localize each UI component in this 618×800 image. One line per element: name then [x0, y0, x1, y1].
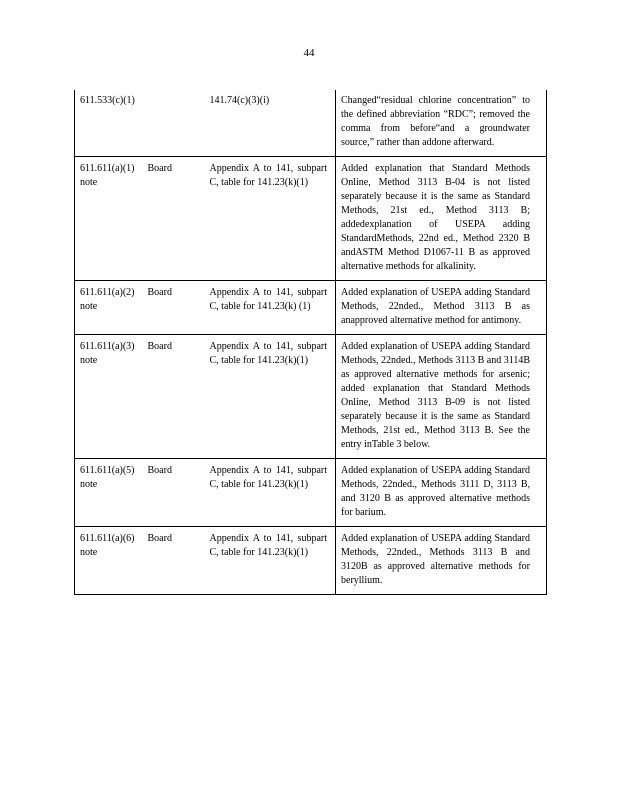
- source-cell: Appendix A to 141, subpart C, table for 141.23(k) (1): [205, 281, 336, 335]
- amendments-table: [74, 90, 547, 595]
- doc-cell: Board: [143, 459, 205, 527]
- table-row: [75, 527, 547, 595]
- page-number: 44: [303, 47, 315, 59]
- section-cell: 611.611(a)(1) note: [75, 157, 143, 281]
- source-cell: Appendix A to 141, subpart C, table for 141.23(k)(1): [205, 335, 336, 459]
- explanation-cell: Added explanation of USEPA adding Standard Methods, 22nded., Methods 3111 D, 3113 B, and 3120 B as approved alternative methods for barium.: [336, 459, 547, 527]
- source-cell: Appendix A to 141, subpart C, table for 141.23(k)(1): [205, 459, 336, 527]
- table-row: [75, 90, 547, 157]
- section-cell: 611.533(c)(1): [75, 90, 143, 157]
- table-row: [75, 459, 547, 527]
- source-cell: Appendix A to 141, subpart C, table for 141.23(k)(1): [205, 527, 336, 595]
- doc-cell: Board: [143, 335, 205, 459]
- table-row: [75, 157, 547, 281]
- explanation-cell: Added explanation of USEPA adding Standard Methods, 22nded., Method 3113 B as anapproved alternative method for antimony.: [336, 281, 547, 335]
- section-cell: 611.611(a)(5) note: [75, 459, 143, 527]
- doc-cell: Board: [143, 157, 205, 281]
- source-cell: 141.74(c)(3)(i): [209, 95, 270, 106]
- section-cell: 611.611(a)(2) note: [75, 281, 143, 335]
- table-row: [75, 281, 547, 335]
- section-cell: 611.611(a)(3) note: [75, 335, 143, 459]
- table-row: [75, 335, 547, 459]
- doc-cell: [143, 90, 205, 157]
- explanation-cell: Changed“residual chlorine concentration” to the defined abbreviation “RDC”; removed the comma from before“and a groundwater source,” rather than addone afterward.: [336, 90, 547, 157]
- doc-cell: Board: [143, 281, 205, 335]
- section-cell: 611.611(a)(6) note: [75, 527, 143, 595]
- explanation-cell: Added explanation of USEPA adding Standard Methods, 22nded., Methods 3113 B and 3114B as approved alternative methods for arsenic; added explanation that Standard Methods Online, Method 3113 B-09 is not listed separately because it is the same as Standard Methods, 21st ed., Method 3113 B. See the entry inTable 3 below.: [336, 335, 547, 459]
- explanation-cell: Added explanation of USEPA adding Standard Methods, 22nded., Methods 3113 B and 3120B as approved alternative methods for beryllium.: [336, 527, 547, 595]
- source-cell: Appendix A to 141, subpart C, table for 141.23(k)(1): [205, 157, 336, 281]
- explanation-cell: Added explanation that Standard Methods Online, Method 3113 B-04 is not listed separately because it is the same as Standard Methods, 21st ed., Method 3113 B; addedexplanation of USEPA adding StandardMethods, 22nd ed., Method 2320 B andASTM Method D1067-11 B as approved alternative methods for alkalinity.: [336, 157, 547, 281]
- doc-cell: Board: [143, 527, 205, 595]
